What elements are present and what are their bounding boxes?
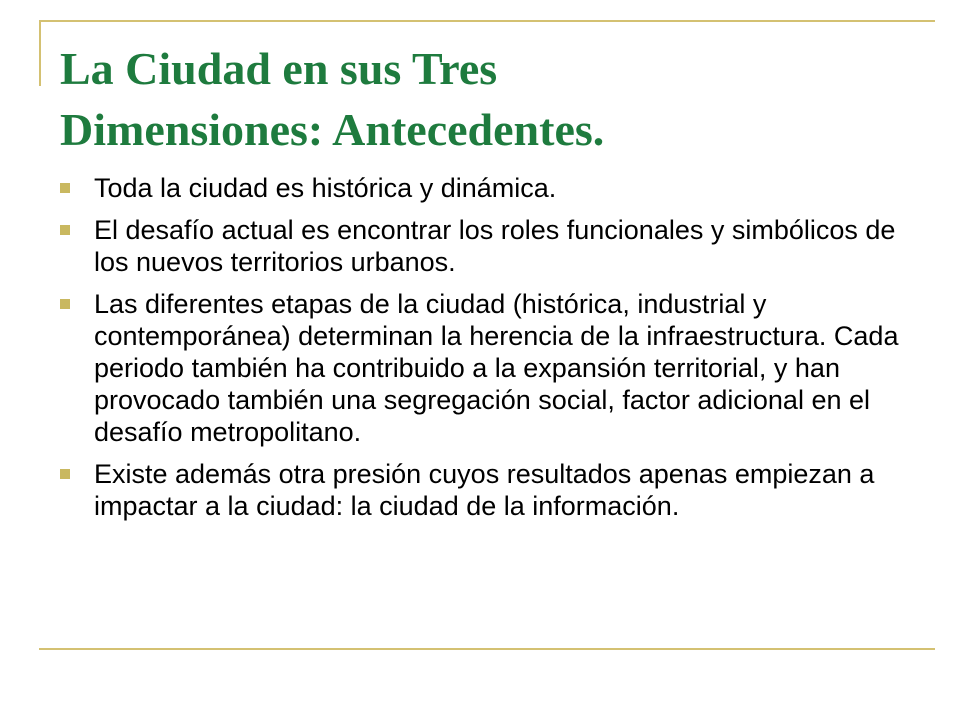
square-bullet-icon	[60, 469, 70, 479]
top-rule	[39, 20, 935, 22]
title-line-1: La Ciudad en sus Tres	[60, 43, 498, 94]
bottom-rule	[39, 648, 935, 650]
left-rule	[39, 20, 41, 86]
bullet-item	[60, 288, 920, 448]
slide-title	[60, 38, 920, 160]
bullet-item	[60, 458, 920, 522]
bullet-item	[60, 214, 920, 278]
square-bullet-icon	[60, 225, 70, 235]
bullet-list	[60, 172, 920, 532]
bullet-text: Las diferentes etapas de la ciudad (histórica, industrial y contemporánea) determinan la herencia de la infraestructura. Cada periodo también ha contribuido a la expansión territorial, y han provocado también una segregación social, factor adicional en el desafío metropolitano.	[94, 289, 899, 447]
title-line-2: Dimensiones: Antecedentes.	[60, 104, 605, 155]
bullet-text: Existe además otra presión cuyos resultados apenas empiezan a impactar a la ciudad: la ciudad de la información.	[94, 459, 875, 521]
square-bullet-icon	[60, 183, 70, 193]
bullet-item	[60, 172, 920, 204]
square-bullet-icon	[60, 299, 70, 309]
bullet-text: El desafío actual es encontrar los roles funcionales y simbólicos de los nuevos territorios urbanos.	[94, 215, 896, 277]
bullet-text: Toda la ciudad es histórica y dinámica.	[94, 173, 557, 203]
